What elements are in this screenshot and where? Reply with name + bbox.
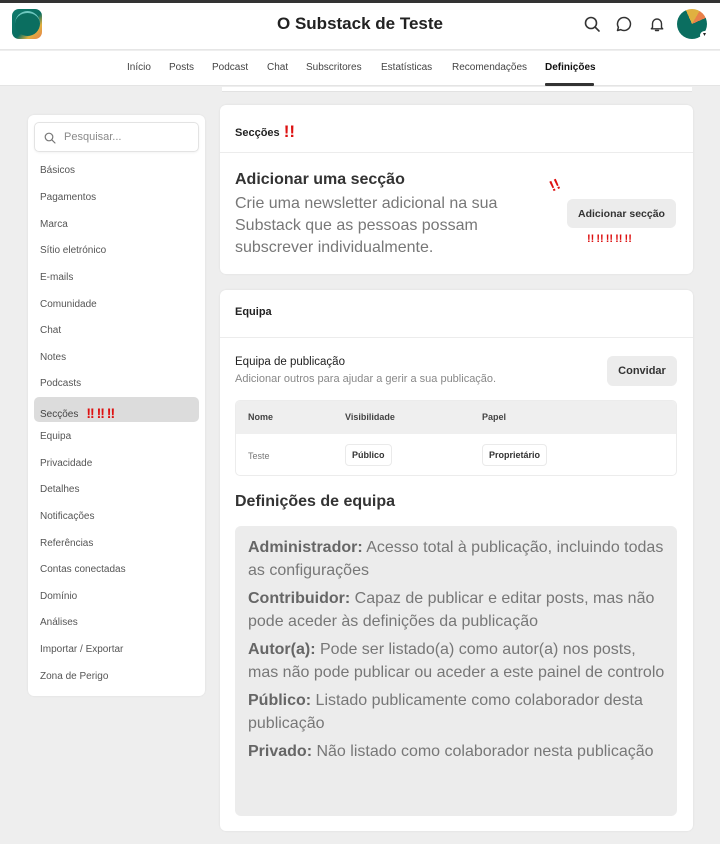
definition-privado [248,740,665,763]
section-description: Crie uma newsletter adicional na sua Substack que as pessoas possam subscrever individualmente. [235,195,498,256]
sections-card [220,105,693,274]
column-header-visibilidade: Visibilidade [345,412,395,422]
definition-term: Privado: [248,743,313,760]
definition-term: Público: [248,692,312,709]
search-input[interactable] [64,129,189,145]
definition-term: Contribuidor: [248,590,351,607]
sidebar-item-chat[interactable]: Chat [40,325,62,336]
definition-text: Acesso total à publicação, incluindo todas as configurações [248,539,664,579]
search-icon [44,132,56,144]
sidebar-item-marca[interactable]: Marca [40,219,68,230]
tab-posts[interactable]: Posts [169,62,195,73]
sidebar-item-pagamentos[interactable]: Pagamentos [40,192,97,203]
add-section-button[interactable]: Adicionar secção [567,199,676,228]
sidebar-item-seccoes[interactable] [34,397,199,422]
tab-inicio[interactable]: Início [127,62,151,73]
header [0,3,720,50]
tab-definicoes[interactable]: Definições [545,62,596,73]
card-header [220,105,693,153]
sidebar-item-detalhes[interactable]: Detalhes [40,484,80,495]
tab-estatisticas[interactable]: Estatísticas [381,62,433,73]
search-icon[interactable] [583,15,601,33]
role-select[interactable]: Proprietário [482,444,547,466]
sidebar-item-privacidade[interactable]: Privacidade [40,458,93,469]
definition-administrador [248,536,665,582]
definition-text: Não listado como colaborador nesta publicação [312,743,654,760]
team-section-label: Equipa de publicação [235,356,345,368]
sidebar-item-notificacoes[interactable]: Notificações [40,511,95,522]
table-header [236,401,676,434]
member-name: Teste [248,451,270,461]
sidebar-item-referencias[interactable]: Referências [40,538,94,549]
sidebar-item-notes[interactable]: Notes [40,352,67,363]
definition-term: Administrador: [248,539,363,556]
definition-text: Capaz de publicar e editar posts, mas não pode aceder às definições da publicação [248,590,655,630]
column-header-papel: Papel [482,412,507,422]
search-box[interactable] [34,122,199,152]
sidebar-item-label: Secções [40,409,79,420]
tab-recomendacoes[interactable]: Recomendações [452,62,528,73]
team-card [220,290,693,831]
previous-card-edge [222,87,692,92]
sidebar-item-comunidade[interactable]: Comunidade [40,299,97,310]
tab-subscritores[interactable]: Subscritores [306,62,362,73]
section-title: Adicionar uma secção [235,171,405,188]
bell-icon[interactable] [648,15,666,33]
sidebar-item-basicos[interactable]: Básicos [40,165,76,176]
column-header-nome: Nome [248,412,274,422]
tab-podcast[interactable]: Podcast [212,62,249,73]
card-header: Equipa [220,290,693,338]
sidebar-item-equipa[interactable]: Equipa [40,431,72,442]
main-nav [0,51,720,86]
definition-autor [248,638,665,684]
settings-sidebar [28,115,205,696]
visibility-select[interactable]: Público [345,444,392,466]
definition-text: Listado publicamente como colaborador desta publicação [248,692,643,732]
chevron-down-icon[interactable]: ▾ [700,31,709,40]
definition-contribuidor [248,587,665,633]
sidebar-item-emails[interactable]: E-mails [40,272,74,283]
chat-bubble-icon[interactable] [615,15,633,33]
team-section-description: Adicionar outros para ajudar a gerir a sua publicação. [235,373,497,385]
definition-term: Autor(a): [248,641,316,658]
tab-chat[interactable]: Chat [267,62,289,73]
alert-badge: !! [546,175,564,196]
alert-badge: !! [283,122,296,141]
team-definitions-box [235,526,677,816]
sidebar-item-importar-exportar[interactable]: Importar / Exportar [40,644,124,655]
alert-badge: !! !! !! !! !! [587,233,632,245]
active-tab-indicator [545,83,594,86]
sidebar-item-dominio[interactable]: Domínio [40,591,78,602]
sidebar-item-contas-conectadas[interactable]: Contas conectadas [40,564,126,575]
invite-button[interactable]: Convidar [607,356,677,386]
card-title: Secções [235,127,280,139]
definition-publico [248,689,665,735]
alert-badge: !! !! !! [86,405,115,421]
sidebar-item-sitio-eletronico[interactable]: Sítio eletrónico [40,245,107,256]
definition-text: Pode ser listado(a) como autor(a) nos posts, mas não pode publicar ou aceder a este painel de controlo [248,641,665,681]
team-table [235,400,677,476]
sidebar-item-podcasts[interactable]: Podcasts [40,378,82,389]
page-title: O Substack de Teste [277,14,443,33]
sidebar-item-analises[interactable]: Análises [40,617,78,628]
team-definitions-title: Definições de equipa [235,493,396,510]
sidebar-item-zona-de-perigo[interactable]: Zona de Perigo [40,671,109,682]
